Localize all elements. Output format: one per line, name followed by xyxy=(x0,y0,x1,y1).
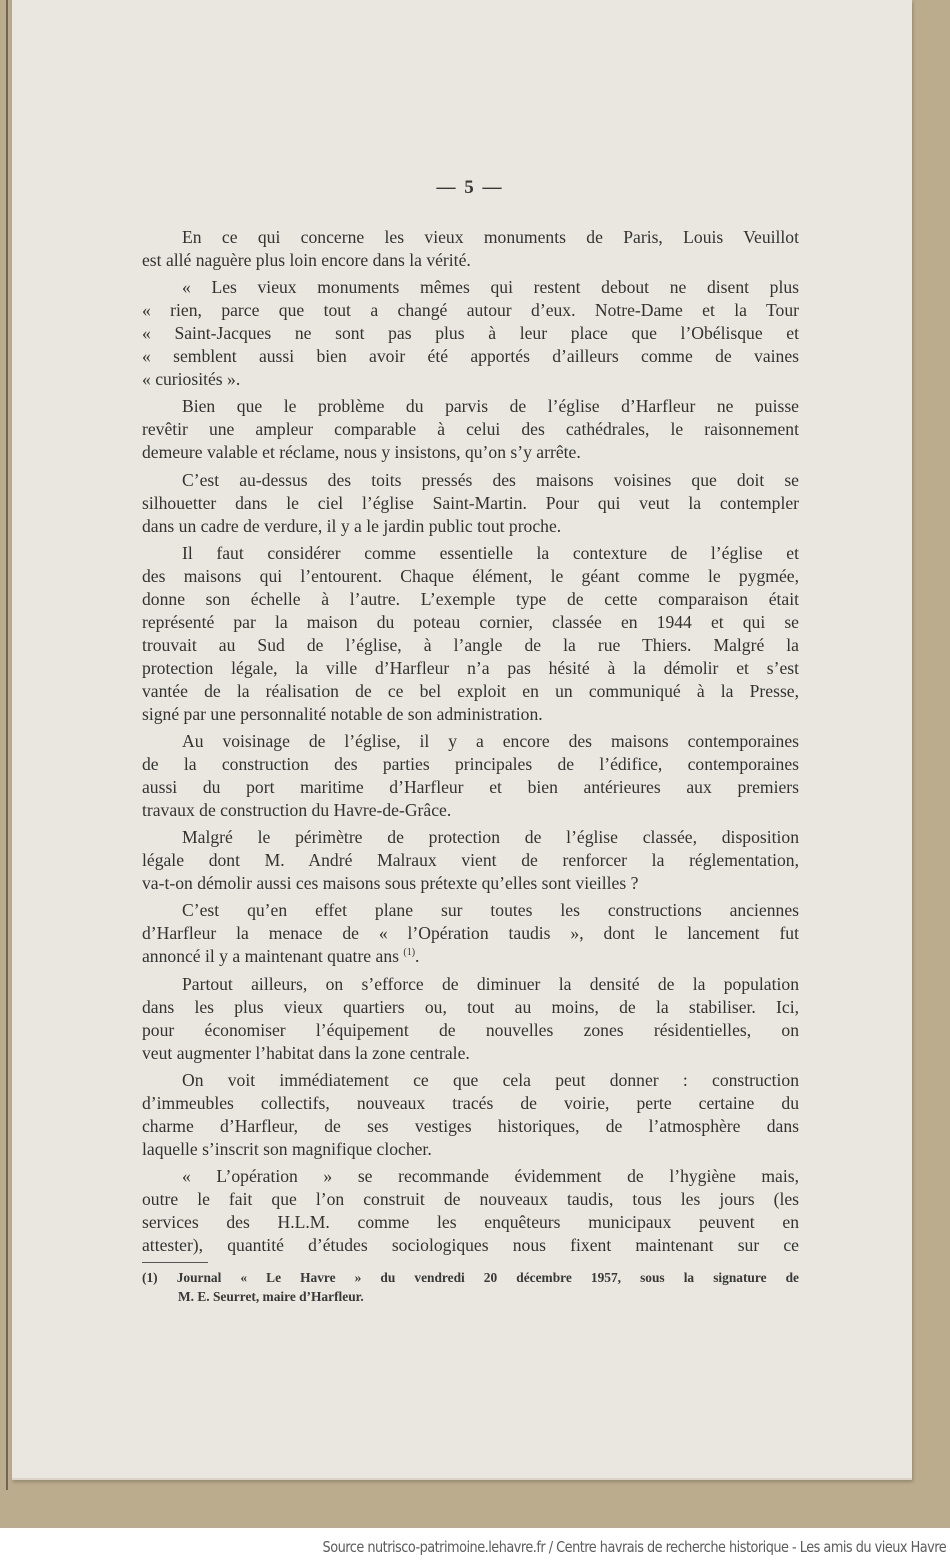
line-text: d’Harfleur la menace de « l’Opération taudis », dont le lancement fut xyxy=(142,923,799,944)
paragraph xyxy=(142,276,799,391)
paragraph xyxy=(142,395,799,464)
text-line xyxy=(142,611,799,634)
text-line xyxy=(142,753,799,776)
paragraph xyxy=(142,826,799,895)
line-text: Malgré le périmètre de protection de l’église classée, disposition xyxy=(182,827,799,848)
text-line xyxy=(142,872,799,895)
paragraph xyxy=(142,1069,799,1161)
text-line xyxy=(142,973,799,996)
line-text: « Les vieux monuments mêmes qui restent debout ne disent plus xyxy=(182,277,799,298)
text-line xyxy=(142,703,799,726)
footnote-line: M. E. Seurret, maire d’Harfleur. xyxy=(178,1289,364,1304)
paragraph xyxy=(142,226,799,272)
line-text: Au voisinage de l’église, il y a encore des maisons contemporaines xyxy=(182,730,799,751)
text-line xyxy=(142,368,799,391)
line-text: d’immeubles collectifs, nouveaux tracés de voirie, perte certaine du xyxy=(142,1092,799,1113)
paragraph xyxy=(142,1165,799,1257)
footnote xyxy=(142,1268,799,1306)
body-text xyxy=(142,226,799,1261)
line-text: silhouetter dans le ciel l’église Saint-Martin. Pour qui veut la contempler xyxy=(142,492,799,513)
text-line xyxy=(142,799,799,822)
text-line xyxy=(142,826,799,849)
text-line xyxy=(142,1069,799,1092)
text-line xyxy=(142,1042,799,1065)
line-text: En ce qui concerne les vieux monuments de Paris, Louis Veuillot xyxy=(182,227,799,247)
text-line xyxy=(142,776,799,799)
text-line xyxy=(142,276,799,299)
line-text: « Saint-Jacques ne sont pas plus à leur place que l’Obélisque et xyxy=(142,323,799,344)
line-text: Bien que le problème du parvis de l’église d’Harfleur ne puisse xyxy=(182,396,799,417)
text-line xyxy=(142,565,799,588)
line-text: laquelle s’inscrit son magnifique clocher. xyxy=(142,1138,432,1159)
text-line xyxy=(142,441,799,464)
paragraph xyxy=(142,469,799,538)
line-text: pour économiser l’équipement de nouvelles zones résidentielles, on xyxy=(142,1019,799,1040)
source-caption: Source nutrisco-patrimoine.lehavre.fr / Centre havrais de recherche historique - Les amis du vieux Havre xyxy=(322,1538,946,1556)
line-text: veut augmenter l’habitat dans la zone centrale. xyxy=(142,1042,470,1063)
paragraph xyxy=(142,542,799,726)
line-text: « semblent aussi bien avoir été apportés d’ailleurs comme de vaines xyxy=(142,346,799,367)
line-text: vantée de la réalisation de ce bel exploit en un communiqué à la Presse, xyxy=(142,680,799,701)
text-line xyxy=(142,657,799,680)
text-line xyxy=(142,418,799,441)
text-line xyxy=(142,1165,799,1188)
text-line xyxy=(142,1188,799,1211)
line-text: Il faut considérer comme essentielle la contexture de l’église et xyxy=(182,542,799,563)
text-line xyxy=(142,899,799,922)
line-text: C’est qu’en effet plane sur toutes les constructions anciennes xyxy=(182,900,799,921)
text-line xyxy=(142,469,799,492)
line-text: légale dont M. André Malraux vient de renforcer la réglementation, xyxy=(142,850,799,871)
text-line xyxy=(142,996,799,1019)
paragraph xyxy=(142,973,799,1065)
line-text: Partout ailleurs, on s’efforce de diminuer la densité de la population xyxy=(182,973,799,994)
line-text: charme d’Harfleur, de ses vestiges historiques, de l’atmosphère dans xyxy=(142,1115,799,1136)
book-spine-edge xyxy=(6,0,8,1490)
page-number: — 5 — xyxy=(436,177,504,198)
text-line xyxy=(142,299,799,322)
text-line xyxy=(142,492,799,515)
text-line xyxy=(142,1211,799,1234)
line-text: protection légale, la ville d’Harfleur n’a pas hésité à la démolir et s’est xyxy=(142,657,799,678)
text-line xyxy=(142,1138,799,1161)
text-line xyxy=(142,515,799,538)
line-text: demeure valable et réclame, nous y insistons, qu’on s’y arrête. xyxy=(142,442,581,463)
line-text: dans un cadre de verdure, il y a le jardin public tout proche. xyxy=(142,515,562,536)
line-text: va-t-on démolir aussi ces maisons sous prétexte qu’elles sont vieilles ? xyxy=(142,873,639,894)
footnote-reference: (1) xyxy=(403,947,416,959)
text-line xyxy=(142,226,799,249)
footnote-line: (1) Journal « Le Havre » du vendredi 20 décembre 1957, sous la signature de xyxy=(142,1270,799,1285)
line-text: représenté par la maison du poteau cornier, classée en 1944 et qui se xyxy=(142,611,799,632)
text-line xyxy=(142,588,799,611)
text-line xyxy=(142,542,799,565)
line-text: services des H.L.M. comme les enquêteurs municipaux peuvent en xyxy=(142,1211,799,1232)
line-text: des maisons qui l’entourent. Chaque élément, le géant comme le pygmée, xyxy=(142,565,799,586)
paragraph xyxy=(142,730,799,822)
text-line xyxy=(142,1115,799,1138)
line-text: « L’opération » se recommande évidemment de l’hygiène mais, xyxy=(182,1165,799,1186)
text-line xyxy=(142,922,799,945)
text-line xyxy=(142,345,799,368)
line-text: outre le fait que l’on construit de nouveaux taudis, tous les jours (les xyxy=(142,1188,799,1209)
line-text: travaux de construction du Havre-de-Grâce. xyxy=(142,799,452,820)
text-line xyxy=(142,680,799,703)
line-text: C’est au-dessus des toits pressés des maisons voisines que doit se xyxy=(182,469,799,490)
line-text: dans les plus vieux quartiers ou, tout au moins, de la stabiliser. Ici, xyxy=(142,996,799,1017)
line-text-end: . xyxy=(415,946,420,967)
text-line xyxy=(142,730,799,753)
document-page xyxy=(12,0,912,1480)
line-text: revêtir une ampleur comparable à celui des cathédrales, le raisonnement xyxy=(142,419,799,440)
line-text: signé par une personnalité notable de son administration. xyxy=(142,703,543,724)
line-text: « rien, parce que tout a changé autour d’eux. Notre-Dame et la Tour xyxy=(142,300,799,321)
text-line xyxy=(142,322,799,345)
line-text: est allé naguère plus loin encore dans la vérité. xyxy=(142,250,471,270)
footnote-separator xyxy=(142,1262,208,1263)
line-text: annoncé il y a maintenant quatre ans xyxy=(142,946,404,967)
text-line xyxy=(142,395,799,418)
text-line xyxy=(142,945,799,968)
text-line xyxy=(142,249,799,272)
line-text: « curiosités ». xyxy=(142,369,241,390)
text-line xyxy=(142,849,799,872)
paragraph xyxy=(142,899,799,968)
line-text: On voit immédiatement ce que cela peut donner : construction xyxy=(182,1069,799,1090)
line-text: trouvait au Sud de l’église, à l’angle de la rue Thiers. Malgré la xyxy=(142,634,799,655)
text-line xyxy=(142,1234,799,1257)
text-line xyxy=(142,634,799,657)
text-line xyxy=(142,1019,799,1042)
line-text: de la construction des parties principales de l’édifice, contemporaines xyxy=(142,753,799,774)
line-text: attester), quantité d’études sociologiques nous fixent maintenant sur ce xyxy=(142,1234,799,1255)
text-line xyxy=(142,1092,799,1115)
line-text: aussi du port maritime d’Harfleur et bien antérieures aux premiers xyxy=(142,776,799,797)
line-text: donne son échelle à l’autre. L’exemple type de cette comparaison était xyxy=(142,588,799,609)
